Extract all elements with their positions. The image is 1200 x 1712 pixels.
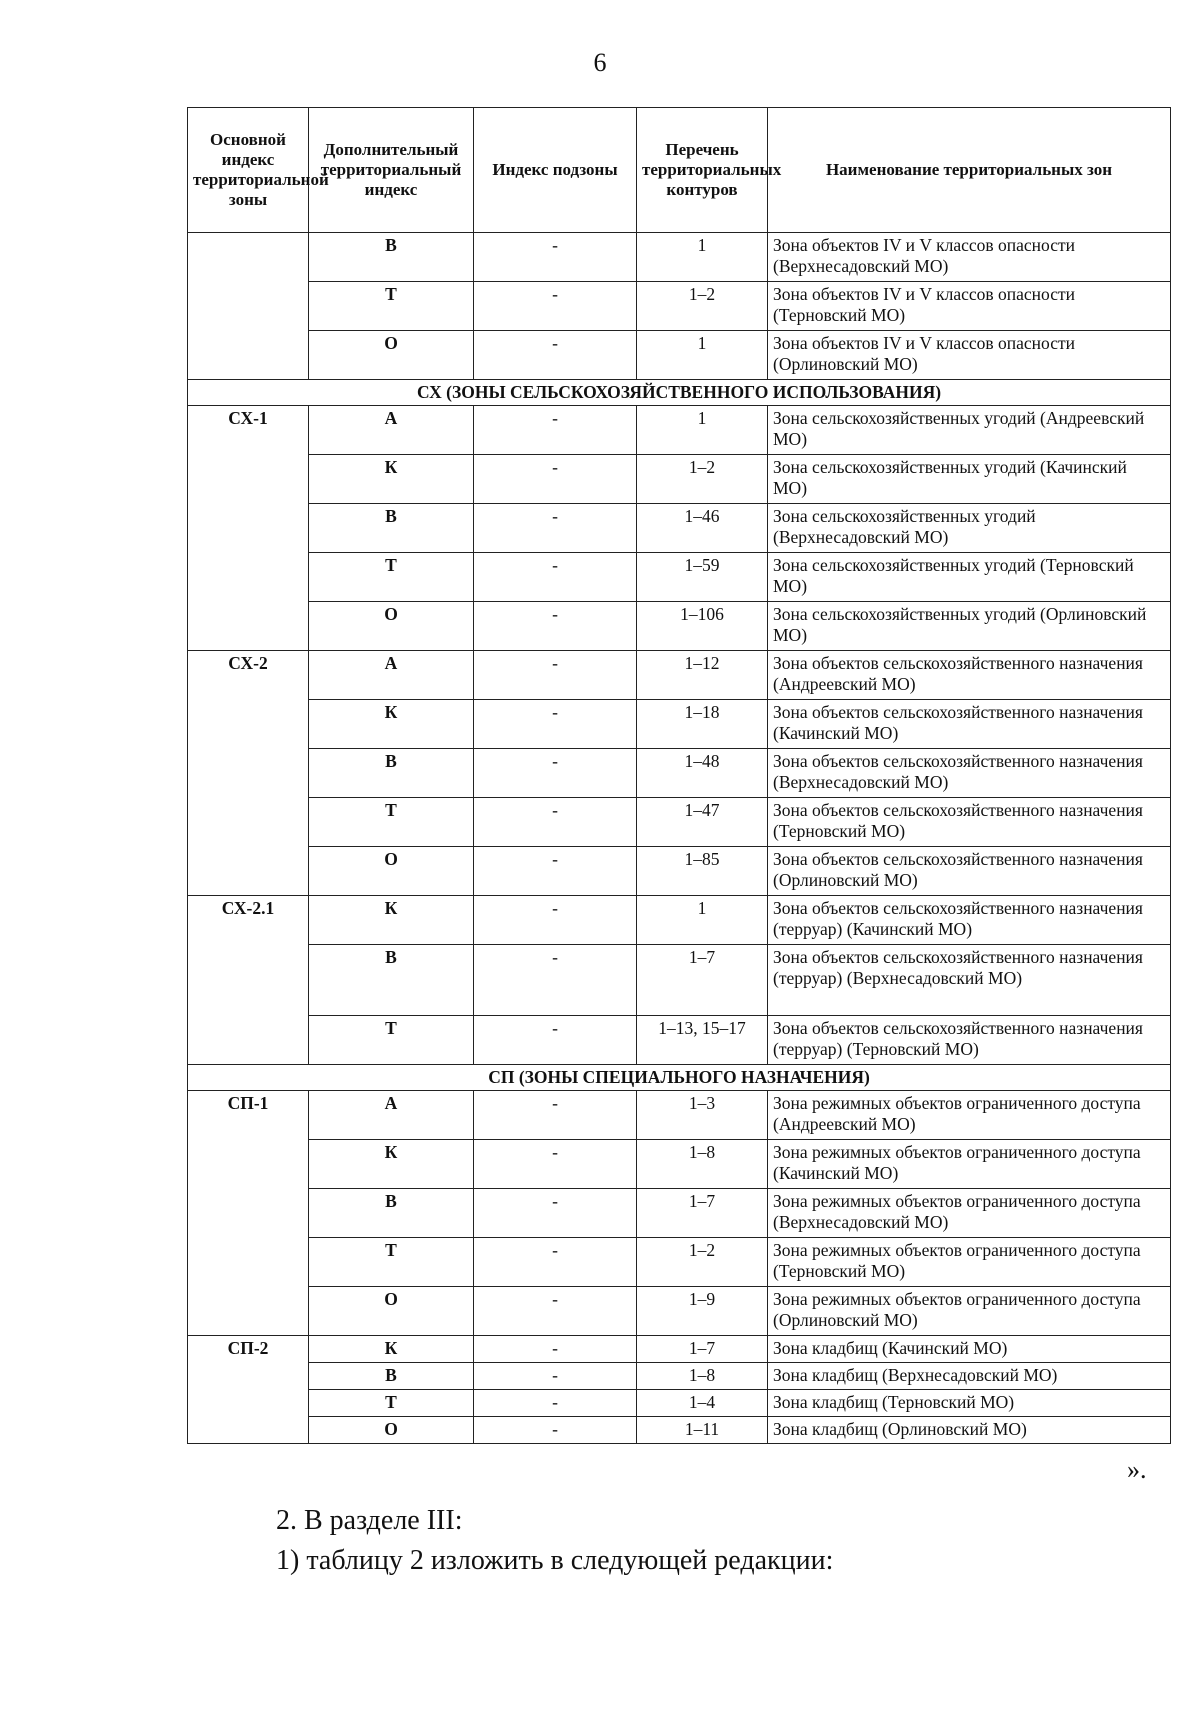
- additional-index-cell: В: [309, 504, 474, 553]
- table-row: [188, 553, 1171, 602]
- zone-name-cell: Зона объектов сельскохозяйственного назначения (Верхнесадовский МО): [768, 749, 1171, 798]
- table-row: [188, 1417, 1171, 1444]
- contour-list-cell: 1–2: [637, 455, 768, 504]
- header-contour-list: Перечень территориальных контуров: [637, 108, 768, 233]
- closing-quote: ».: [1127, 1455, 1147, 1484]
- additional-index-cell: О: [309, 847, 474, 896]
- subzone-index-cell: -: [474, 749, 637, 798]
- contour-list-cell: 1–7: [637, 1336, 768, 1363]
- territorial-zones-table: [187, 107, 1171, 1444]
- additional-index-cell: Т: [309, 1390, 474, 1417]
- additional-index-cell: О: [309, 1287, 474, 1336]
- subzone-index-cell: -: [474, 896, 637, 945]
- additional-index-cell: О: [309, 1417, 474, 1444]
- table-row: [188, 282, 1171, 331]
- table-row: [188, 1189, 1171, 1238]
- section-heading-row: [188, 380, 1171, 406]
- contour-list-cell: 1–4: [637, 1390, 768, 1417]
- section-heading-row: [188, 1065, 1171, 1091]
- table-row: [188, 406, 1171, 455]
- zone-name-cell: Зона сельскохозяйственных угодий (Терновский МО): [768, 553, 1171, 602]
- contour-list-cell: 1–85: [637, 847, 768, 896]
- table-row: [188, 455, 1171, 504]
- subzone-index-cell: -: [474, 504, 637, 553]
- table-row: [188, 1363, 1171, 1390]
- subzone-index-cell: -: [474, 1287, 637, 1336]
- contour-list-cell: 1–2: [637, 282, 768, 331]
- contour-list-cell: 1–13, 15–17: [637, 1016, 768, 1065]
- contour-list-cell: 1–2: [637, 1238, 768, 1287]
- zone-name-cell: Зона кладбищ (Верхнесадовский МО): [768, 1363, 1171, 1390]
- additional-index-cell: В: [309, 1363, 474, 1390]
- zone-name-cell: Зона кладбищ (Терновский МО): [768, 1390, 1171, 1417]
- header-main-index: Основной индекс территориальной зоны: [188, 108, 309, 233]
- contour-list-cell: 1–8: [637, 1140, 768, 1189]
- zone-name-cell: Зона объектов IV и V классов опасности (Верхнесадовский МО): [768, 233, 1171, 282]
- contour-list-cell: 1–9: [637, 1287, 768, 1336]
- additional-index-cell: Т: [309, 282, 474, 331]
- table-row: [188, 1336, 1171, 1363]
- contour-list-cell: 1–59: [637, 553, 768, 602]
- zone-name-cell: Зона сельскохозяйственных угодий (Андреевский МО): [768, 406, 1171, 455]
- subzone-index-cell: -: [474, 1016, 637, 1065]
- zone-name-cell: Зона режимных объектов ограниченного доступа (Андреевский МО): [768, 1091, 1171, 1140]
- subzone-index-cell: -: [474, 1238, 637, 1287]
- section-heading-sx: СХ (ЗОНЫ СЕЛЬСКОХОЗЯЙСТВЕННОГО ИСПОЛЬЗОВАНИЯ): [188, 380, 1171, 406]
- contour-list-cell: 1–3: [637, 1091, 768, 1140]
- main-index-cell: СХ-2.1: [188, 896, 309, 1065]
- additional-index-cell: О: [309, 602, 474, 651]
- table-row: [188, 798, 1171, 847]
- table-row: [188, 651, 1171, 700]
- zone-name-cell: Зона сельскохозяйственных угодий (Верхнесадовский МО): [768, 504, 1171, 553]
- additional-index-cell: К: [309, 1140, 474, 1189]
- subzone-index-cell: -: [474, 1189, 637, 1238]
- zone-name-cell: Зона объектов сельскохозяйственного назначения (Андреевский МО): [768, 651, 1171, 700]
- subzone-index-cell: -: [474, 602, 637, 651]
- subzone-index-cell: -: [474, 553, 637, 602]
- main-index-cell: СХ-1: [188, 406, 309, 651]
- zone-name-cell: Зона кладбищ (Орлиновский МО): [768, 1417, 1171, 1444]
- table-row: [188, 331, 1171, 380]
- contour-list-cell: 1–46: [637, 504, 768, 553]
- contour-list-cell: 1–106: [637, 602, 768, 651]
- subzone-index-cell: -: [474, 455, 637, 504]
- subzone-index-cell: -: [474, 651, 637, 700]
- contour-list-cell: 1–18: [637, 700, 768, 749]
- table-row: [188, 504, 1171, 553]
- contour-list-cell: 1: [637, 406, 768, 455]
- table-row: [188, 749, 1171, 798]
- contour-list-cell: 1–11: [637, 1417, 768, 1444]
- table-row: [188, 1091, 1171, 1140]
- contour-list-cell: 1–12: [637, 651, 768, 700]
- paragraph-table-2-instruction: 1) таблицу 2 изложить в следующей редакции:: [276, 1545, 834, 1576]
- zone-name-cell: Зона кладбищ (Качинский МО): [768, 1336, 1171, 1363]
- contour-list-cell: 1: [637, 331, 768, 380]
- subzone-index-cell: -: [474, 1363, 637, 1390]
- subzone-index-cell: -: [474, 798, 637, 847]
- contour-list-cell: 1–7: [637, 1189, 768, 1238]
- subzone-index-cell: -: [474, 331, 637, 380]
- header-zone-name: Наименование территориальных зон: [768, 108, 1171, 233]
- contour-list-cell: 1: [637, 896, 768, 945]
- table-row: [188, 1140, 1171, 1189]
- header-additional-index: Дополнительный территориальный индекс: [309, 108, 474, 233]
- zone-name-cell: Зона объектов IV и V классов опасности (Орлиновский МО): [768, 331, 1171, 380]
- table-row: [188, 1238, 1171, 1287]
- main-index-cell: СП-1: [188, 1091, 309, 1336]
- main-index-cell: СП-2: [188, 1336, 309, 1444]
- zone-name-cell: Зона сельскохозяйственных угодий (Качинский МО): [768, 455, 1171, 504]
- subzone-index-cell: -: [474, 406, 637, 455]
- zone-name-cell: Зона сельскохозяйственных угодий (Орлиновский МО): [768, 602, 1171, 651]
- additional-index-cell: В: [309, 945, 474, 1016]
- additional-index-cell: А: [309, 1091, 474, 1140]
- zone-name-cell: Зона объектов сельскохозяйственного назначения (терруар) (Верхнесадовский МО): [768, 945, 1171, 1016]
- additional-index-cell: К: [309, 1336, 474, 1363]
- additional-index-cell: К: [309, 896, 474, 945]
- subzone-index-cell: -: [474, 233, 637, 282]
- additional-index-cell: А: [309, 406, 474, 455]
- additional-index-cell: А: [309, 651, 474, 700]
- subzone-index-cell: -: [474, 1091, 637, 1140]
- subzone-index-cell: -: [474, 1417, 637, 1444]
- table-row: [188, 1016, 1171, 1065]
- zone-name-cell: Зона объектов сельскохозяйственного назначения (Терновский МО): [768, 798, 1171, 847]
- contour-list-cell: 1–8: [637, 1363, 768, 1390]
- additional-index-cell: Т: [309, 1238, 474, 1287]
- table-row: [188, 1287, 1171, 1336]
- paragraph-section-3: 2. В разделе III:: [276, 1505, 463, 1536]
- subzone-index-cell: -: [474, 945, 637, 1016]
- subzone-index-cell: -: [474, 847, 637, 896]
- header-subzone-index: Индекс подзоны: [474, 108, 637, 233]
- table-row: [188, 896, 1171, 945]
- zone-name-cell: Зона объектов сельскохозяйственного назначения (Орлиновский МО): [768, 847, 1171, 896]
- zone-name-cell: Зона режимных объектов ограниченного доступа (Орлиновский МО): [768, 1287, 1171, 1336]
- table-row: [188, 945, 1171, 1016]
- additional-index-cell: Т: [309, 553, 474, 602]
- contour-list-cell: 1–48: [637, 749, 768, 798]
- table-row: [188, 847, 1171, 896]
- subzone-index-cell: -: [474, 1336, 637, 1363]
- contour-list-cell: 1–7: [637, 945, 768, 1016]
- zone-name-cell: Зона режимных объектов ограниченного доступа (Терновский МО): [768, 1238, 1171, 1287]
- additional-index-cell: В: [309, 749, 474, 798]
- zone-name-cell: Зона объектов IV и V классов опасности (Терновский МО): [768, 282, 1171, 331]
- zone-name-cell: Зона объектов сельскохозяйственного назначения (Качинский МО): [768, 700, 1171, 749]
- zone-name-cell: Зона режимных объектов ограниченного доступа (Верхнесадовский МО): [768, 1189, 1171, 1238]
- additional-index-cell: Т: [309, 798, 474, 847]
- contour-list-cell: 1–47: [637, 798, 768, 847]
- subzone-index-cell: -: [474, 1140, 637, 1189]
- section-heading-sp: СП (ЗОНЫ СПЕЦИАЛЬНОГО НАЗНАЧЕНИЯ): [188, 1065, 1171, 1091]
- additional-index-cell: В: [309, 1189, 474, 1238]
- subzone-index-cell: -: [474, 700, 637, 749]
- additional-index-cell: О: [309, 331, 474, 380]
- main-index-cell: СХ-2: [188, 651, 309, 896]
- page-number: 6: [593, 48, 607, 77]
- table-row: [188, 700, 1171, 749]
- table-header-row: [188, 108, 1171, 233]
- table-row: [188, 233, 1171, 282]
- zone-name-cell: Зона объектов сельскохозяйственного назначения (терруар) (Качинский МО): [768, 896, 1171, 945]
- main-index-cell-empty: [188, 233, 309, 380]
- subzone-index-cell: -: [474, 282, 637, 331]
- table-row: [188, 1390, 1171, 1417]
- zone-name-cell: Зона объектов сельскохозяйственного назначения (терруар) (Терновский МО): [768, 1016, 1171, 1065]
- additional-index-cell: Т: [309, 1016, 474, 1065]
- additional-index-cell: К: [309, 455, 474, 504]
- zone-name-cell: Зона режимных объектов ограниченного доступа (Качинский МО): [768, 1140, 1171, 1189]
- subzone-index-cell: -: [474, 1390, 637, 1417]
- table-row: [188, 602, 1171, 651]
- contour-list-cell: 1: [637, 233, 768, 282]
- additional-index-cell: В: [309, 233, 474, 282]
- additional-index-cell: К: [309, 700, 474, 749]
